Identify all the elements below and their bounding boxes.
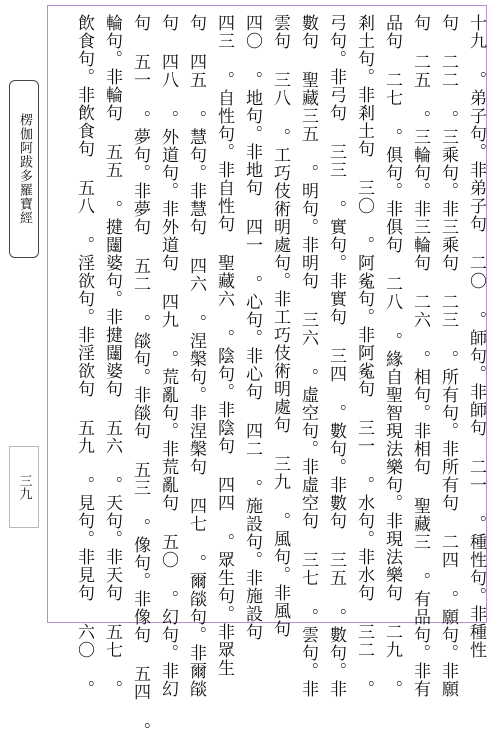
text-column-9: 四〇 。地句。非地句 四一 。心句。非心句 四二 。施設句。非施設句	[242, 14, 262, 641]
text-column-5: 剎土句。非剎土句 三〇 。阿㝹句。非阿㝹句 三一 。水句。非水句 三二 。	[354, 14, 374, 698]
text-column-10: 四三 。自性句。非自性句 聖藏六 。陰句。非陰句 四四 。眾生句。非眾生	[214, 14, 234, 677]
text-column-1: 十九 。弟子句。非弟子句 二〇 。師句。非師句 二一 。種性句。非種性	[466, 14, 486, 659]
text-column-13: 句 五一 。夢句。非夢句 五二 。燄句。非燄句 五三 。像句。非像句 五四 。	[130, 14, 150, 740]
text-column-15: 飲食句。非飲食句 五八 。淫欲句。非淫欲句 五九 。見句。非見句 六〇 。	[74, 14, 94, 698]
sutra-title-box	[9, 80, 39, 258]
text-column-6: 弓句。非弓句 三三 。實句。非實句 三四 。數句。非數句 三五 。數句。非	[326, 14, 346, 698]
text-column-12: 句 四八 。外道句。非外道句 四九 。荒亂句。非荒亂句 五〇 。幻句。非幻	[158, 14, 178, 698]
text-column-2: 句 二二 。三乘句。非三乘句 二三 。所有句。非所有句 二四 。願句。非願	[438, 14, 458, 698]
text-column-14: 輪句。非輪句 五五 。揵闥婆句。非揵闥婆句 五六 。天句。非天句 五七 。	[102, 14, 122, 698]
page-number-box	[9, 446, 39, 528]
text-column-3: 句 二五 。三輪句。非三輪句 二六 。相句。非相句 聖藏三 。有品句。非有	[410, 14, 430, 698]
text-column-11: 句 四五 。慧句。非慧句 四六 。涅槃句。非涅槃句 四七 。爾燄句。非爾燄	[186, 14, 206, 698]
sutra-title: 楞伽阿跋多羅寶經	[17, 113, 32, 225]
page-number: 三九	[16, 474, 32, 500]
text-column-7: 數句 聖藏三五 。明句。非明句 三六 。虛空句。非虛空句 三七 。雲句。非	[298, 14, 318, 698]
text-column-8: 雲句 三八 。工巧伎術明處句。非工巧伎術明處句 三九 。風句。非風句	[270, 14, 290, 638]
text-column-4: 品句 二七 。俱句。非俱句 二八 。緣自聖智現法樂句。非現法樂句 二九 。	[382, 14, 402, 698]
